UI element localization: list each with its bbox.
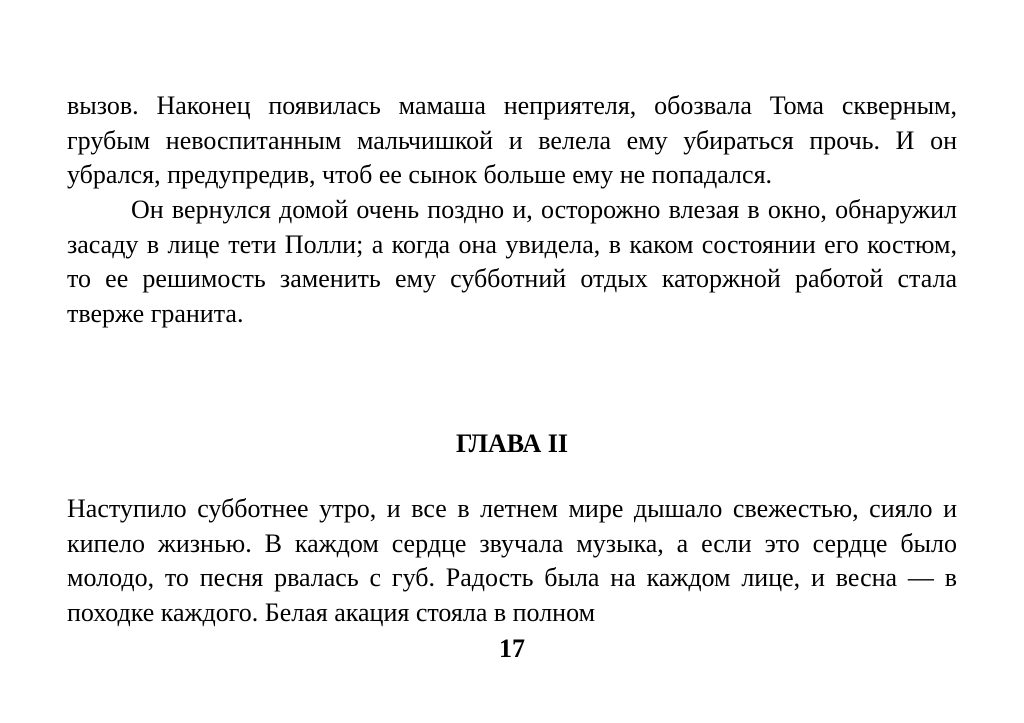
- paragraph-continuation: вызов. Наконец появилась мамаша неприятеля, обозвала Тома скверным, грубым невоспитанным мальчишкой и велела ему убираться прочь. И он убрался, предупредив, чтоб ее сынок больше ему не попадался.: [67, 91, 957, 189]
- paragraph-saturday-morning: Наступило субботнее утро, и все в летнем мире дышало свежестью, сияло и кипело жизнью. В каждом сердце звучала музыка, а если это сердце было молодо, то песня рвалась с губ. Радость была на каждом лице, и весна — в походке каждого. Белая акация стояла в полном: [67, 494, 957, 627]
- paragraph-tom-returns-home: Он вернулся домой очень поздно и, осторожно влезая в окно, обнаружил засаду в лице тети Полли; а когда она увидела, в каком состоянии его костюм, то ее решимость заменить ему субботний отдых каторжной работой стала тверже гранита.: [67, 195, 957, 328]
- page-number: 17: [499, 634, 525, 663]
- chapter-title: ГЛАВА II: [456, 429, 568, 458]
